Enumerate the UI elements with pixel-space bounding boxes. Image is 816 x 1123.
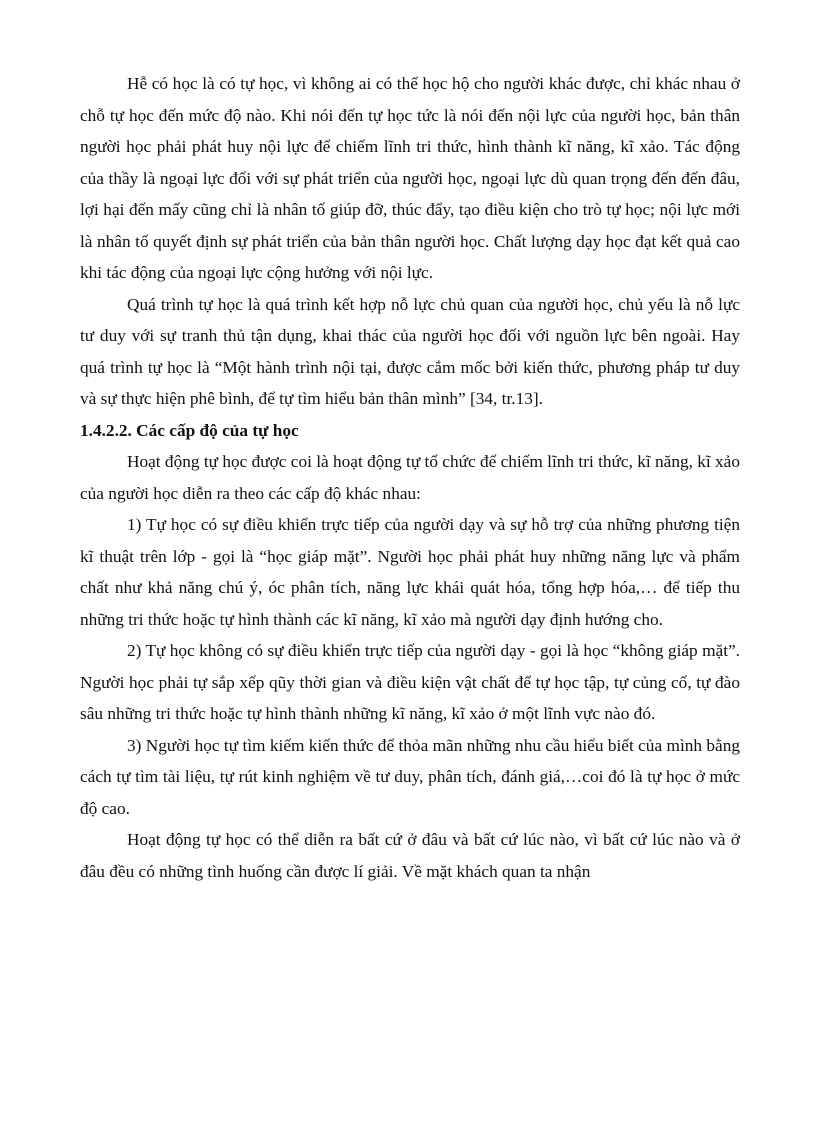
paragraph-levels-intro: Hoạt động tự học được coi là hoạt động tự tổ chức để chiếm lĩnh tri thức, kĩ năng, kĩ xảo của người học diễn ra theo các cấp độ khác nhau: (80, 452, 740, 503)
document-page (80, 68, 740, 887)
paragraph-self-study-process: Quá trình tự học là quá trình kết hợp nỗ lực chủ quan của người học, chủ yếu là nỗ lực tư duy với sự tranh thủ tận dụng, khai thác của người học đối với nguồn lực bên ngoài. Hay quá trình tự học là “Một hành trình nội tại, được cắm mốc bởi kiến thức, phương pháp tư duy và sự thực hiện phê bình, để tự tìm hiểu bản thân mình” [34, tr.13]. (80, 294, 740, 408)
paragraph-level-2: 2) Tự học không có sự điều khiển trực tiếp của người dạy - gọi là học “không giáp mặt”. Người học phải tự sắp xếp qũy thời gian và điều kiện vật chất để tự học tập, tự củng cố, tự đào sâu những tri thức hoặc tự hình thành những kĩ năng, kĩ xảo ở một lĩnh vực nào đó. (80, 641, 740, 723)
paragraph-level-1: 1) Tự học có sự điều khiển trực tiếp của người dạy và sự hỗ trợ của những phương tiện kĩ thuật trên lớp - gọi là “học giáp mặt”. Người học phải phát huy những năng lực và phẩm chất như khả năng chú ý, óc phân tích, năng lực khái quát hóa, tổng hợp hóa,… để tiếp thu những tri thức hoặc tự hình thành các kĩ năng, kĩ xảo mà người dạy định hướng cho. (80, 515, 740, 629)
section-heading: 1.4.2.2. Các cấp độ của tự học (80, 420, 299, 440)
paragraph-level-3: 3) Người học tự tìm kiếm kiến thức để thỏa mãn những nhu cầu hiểu biết của mình bằng cách tự tìm tài liệu, tự rút kinh nghiệm về tư duy, phân tích, đánh giá,…coi đó là tự học ở mức độ cao. (80, 735, 740, 818)
paragraph-closing: Hoạt động tự học có thể diễn ra bất cứ ở đâu và bất cứ lúc nào, vì bất cứ lúc nào và ở đâu đều có những tình huống cần được lí giải. Về mặt khách quan ta nhận (80, 830, 740, 881)
paragraph-self-study-intro: Hễ có học là có tự học, vì không ai có thể học hộ cho người khác được, chỉ khác nhau ở chỗ tự học đến mức độ nào. Khi nói đến tự học tức là nói đến nội lực của người học, bản thân người học phải phát huy nội lực để chiếm lĩnh tri thức, hình thành kĩ năng, kĩ xảo. Tác động của thầy là ngoại lực đối với sự phát triển của người học, ngoại lực dù quan trọng đến đến đâu, lợi hại đến mấy cũng chỉ là nhân tố giúp đỡ, thúc đẩy, tạo điều kiện cho trò tự học; nội lực mới là nhân tố quyết định sự phát triển của bản thân người học. Chất lượng dạy học đạt kết quả cao khi tác động của ngoại lực cộng hưởng với nội lực. (80, 74, 740, 282)
